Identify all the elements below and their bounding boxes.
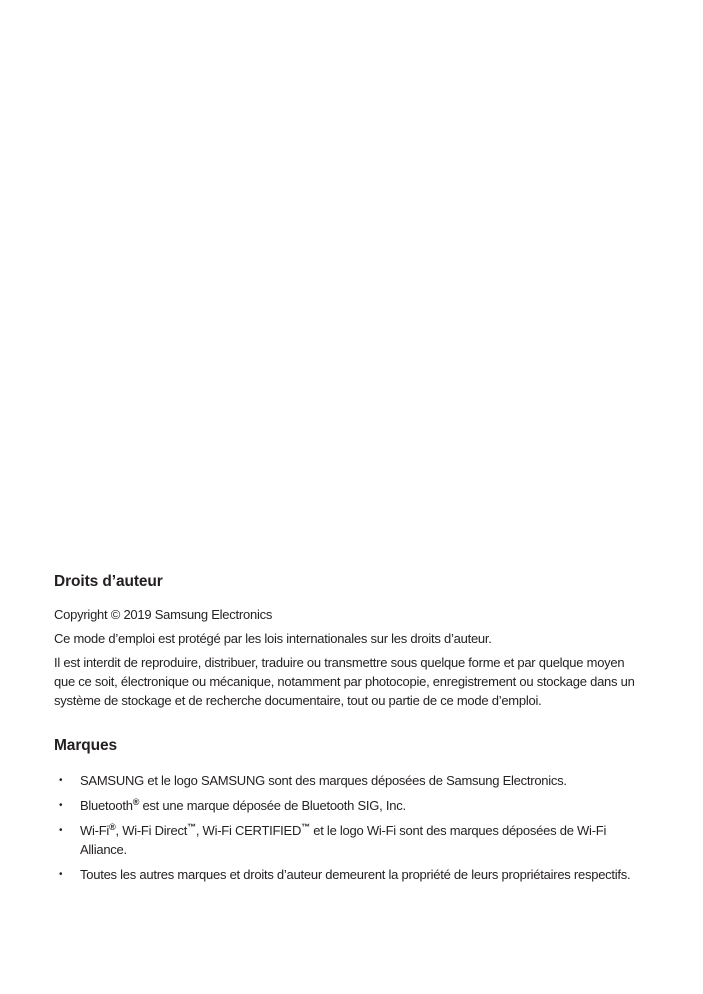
trademark-text: , Wi-Fi Direct: [115, 823, 188, 838]
list-item: [54, 771, 644, 790]
trademark-text: et le logo Wi-Fi sont des marques déposées de Wi-Fi Alliance.: [80, 823, 607, 857]
trademark-text: est une marque déposée de Bluetooth SIG, Inc.: [139, 798, 406, 813]
bullet-icon: •: [59, 825, 63, 836]
list-item: [54, 821, 644, 859]
copyright-section: [54, 572, 644, 710]
section-heading-trademarks: Marques: [54, 737, 118, 754]
trademark-text: , Wi-Fi CERTIFIED: [195, 823, 302, 838]
trademarks-section: [54, 736, 644, 884]
copyright-notice: Copyright © 2019 Samsung Electronics: [54, 607, 273, 622]
list-item: [54, 865, 644, 884]
trademark-text: SAMSUNG et le logo SAMSUNG sont des marques déposées de Samsung Electronics.: [80, 773, 567, 788]
registered-mark: ®: [109, 822, 116, 832]
trademark-text: Wi-Fi: [80, 823, 110, 838]
list-item: [54, 796, 644, 815]
section-heading-copyright: Droits d’auteur: [54, 573, 163, 590]
bullet-icon: •: [59, 800, 63, 811]
trademark-text: Toutes les autres marques et droits d’auteur demeurent la propriété de leurs propriétaires respectifs.: [80, 867, 631, 882]
protection-statement: Ce mode d’emploi est protégé par les lois internationales sur les droits d’auteur.: [54, 631, 492, 646]
trademark-list: [54, 771, 644, 884]
trademark-text: Bluetooth: [80, 798, 133, 813]
bullet-icon: •: [59, 775, 63, 786]
trademark-mark: ™: [187, 822, 196, 832]
trademark-mark: ™: [301, 822, 310, 832]
reproduction-prohibition: Il est interdit de reproduire, distribuer, traduire ou transmettre sous quelque forme et par quelque moyen que ce soit, électronique ou mécanique, notamment par photocopie, enregistrement ou stockage dans un système de stockage et de recherche documentaire, tout ou partie de ce mode d’emploi.: [54, 655, 635, 708]
registered-mark: ®: [132, 797, 140, 807]
document-content: [54, 572, 644, 890]
bullet-icon: •: [59, 869, 63, 880]
